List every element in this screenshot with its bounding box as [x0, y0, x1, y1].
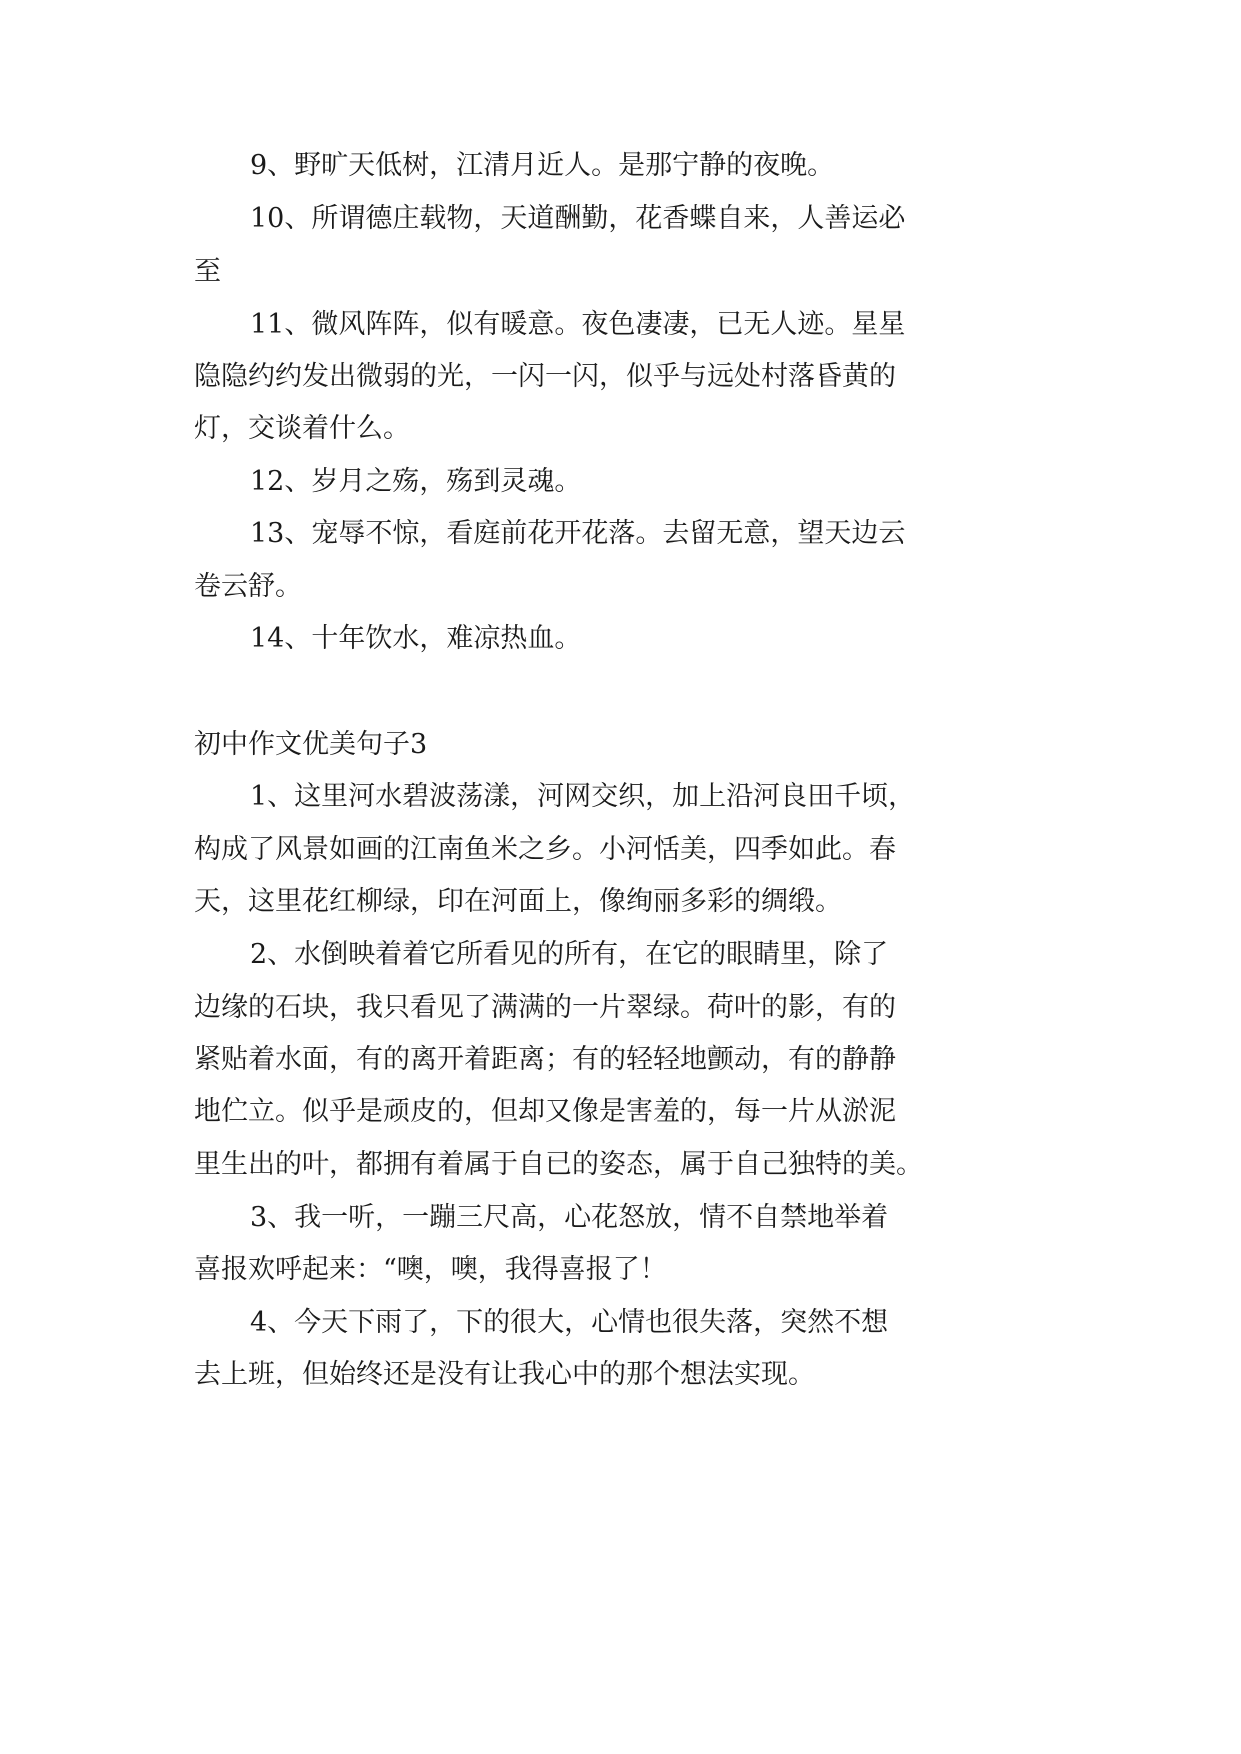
paragraph-line: 13、宠辱不惊，看庭前花开花落。去留无意，望天边云 — [250, 518, 906, 549]
paragraph-line: 地伫立。似乎是顽皮的，但却又像是害羞的，每一片从淤泥 — [194, 1096, 896, 1127]
paragraph-line: 14、十年饮水，难凉热血。 — [250, 623, 582, 654]
paragraph-line: 10、所谓德庄载物，天道酬勤，花香蝶自来，人善运必 — [250, 203, 906, 234]
paragraph-line: 边缘的石块，我只看见了满满的一片翠绿。荷叶的影，有的 — [194, 992, 896, 1023]
paragraph-line: 构成了风景如画的江南鱼米之乡。小河恬美，四季如此。春 — [194, 834, 896, 865]
paragraph-line: 卷云舒。 — [194, 571, 302, 602]
paragraph-line: 隐隐约约发出微弱的光，一闪一闪，似乎与远处村落昏黄的 — [194, 361, 896, 392]
paragraph-line: 紧贴着水面，有的离开着距离；有的轻轻地颤动，有的静静 — [194, 1044, 896, 1075]
paragraph-line: 1、这里河水碧波荡漾，河网交织，加上沿河良田千顷， — [250, 781, 916, 812]
section-heading: 初中作文优美句子3 — [194, 729, 428, 760]
paragraph-line: 4、今天下雨了，下的很大，心情也很失落，突然不想 — [250, 1307, 889, 1338]
paragraph-line: 11、微风阵阵，似有暖意。夜色凄凄，已无人迹。星星 — [250, 309, 906, 340]
paragraph-line: 天，这里花红柳绿，印在河面上，像绚丽多彩的绸缎。 — [194, 886, 842, 917]
paragraph-line: 9、野旷天低树，江清月近人。是那宁静的夜晚。 — [250, 150, 835, 181]
paragraph-line: 去上班，但始终还是没有让我心中的那个想法实现。 — [194, 1359, 815, 1390]
paragraph-line: 喜报欢呼起来：“噢，噢，我得喜报了！ — [194, 1254, 667, 1285]
paragraph-line: 3、我一听，一蹦三尺高，心花怒放，情不自禁地举着 — [250, 1202, 889, 1233]
paragraph-line: 灯，交谈着什么。 — [194, 413, 410, 444]
paragraph-line: 里生出的叶，都拥有着属于自已的姿态，属于自己独特的美。 — [194, 1149, 923, 1180]
paragraph-line: 至 — [194, 256, 221, 287]
paragraph-line: 2、水倒映着着它所看见的所有，在它的眼睛里，除了 — [250, 939, 889, 970]
paragraph-line: 12、岁月之殇，殇到灵魂。 — [250, 466, 582, 497]
